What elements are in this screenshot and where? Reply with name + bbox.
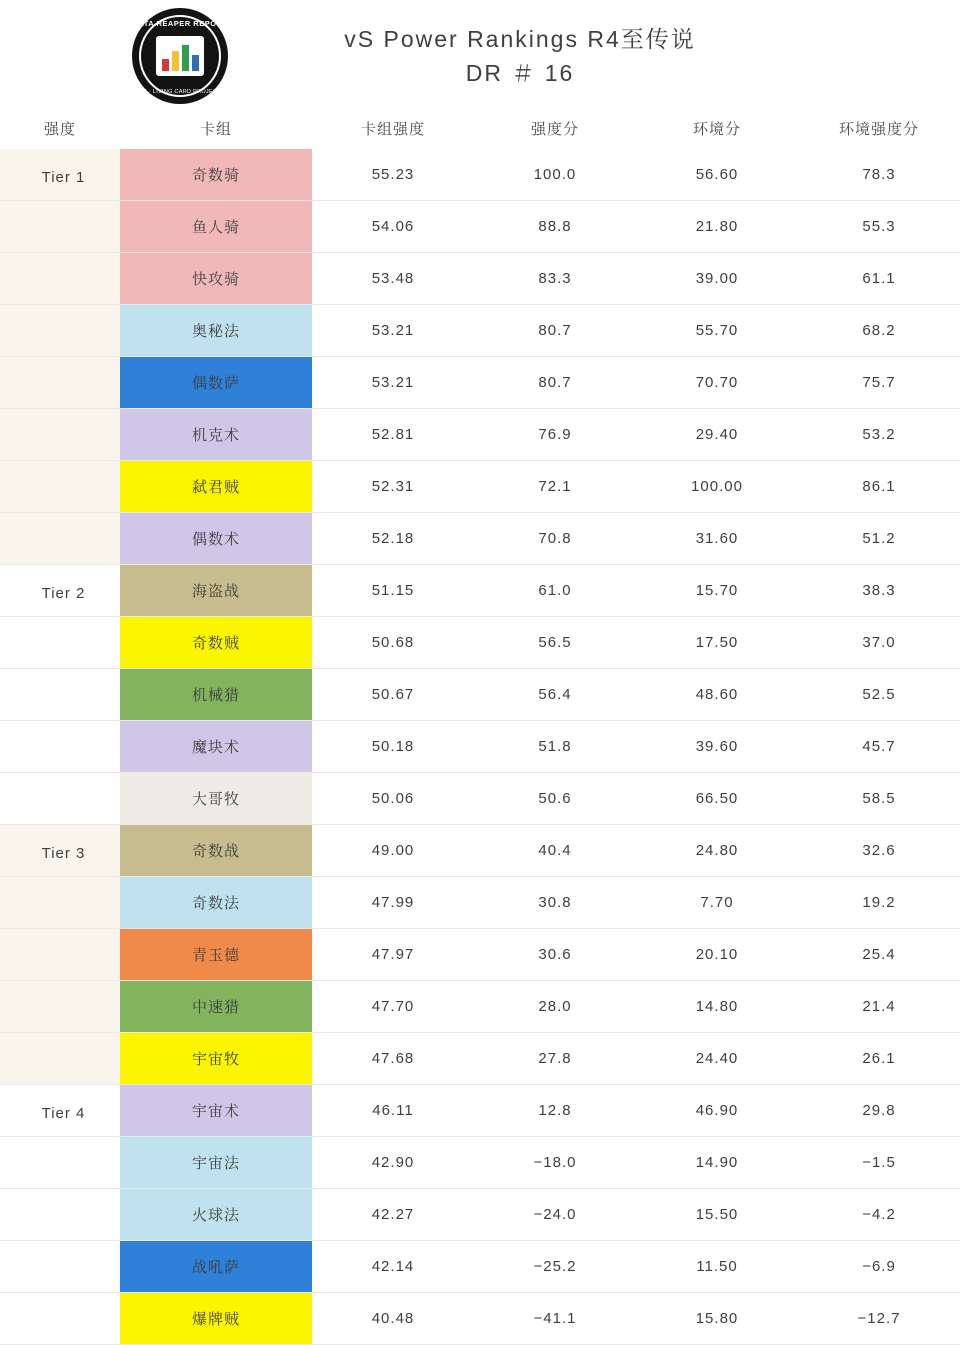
tier-spacer [0, 1293, 120, 1345]
table-row [0, 305, 960, 357]
column-header-deck-power: 卡组强度 [360, 121, 425, 138]
deck-name-cell: 战吼萨 [120, 1241, 312, 1293]
deck-power-cell: 42.27 [312, 1189, 474, 1241]
meta-power-score-cell: −1.5 [798, 1137, 960, 1189]
rankings-table [0, 112, 960, 1345]
deck-power-cell: 42.14 [312, 1241, 474, 1293]
table-row [0, 409, 960, 461]
tier-spacer [0, 305, 120, 357]
meta-score-cell: 21.80 [636, 201, 798, 253]
meta-power-score-cell: 21.4 [798, 981, 960, 1033]
meta-score-cell: 31.60 [636, 513, 798, 565]
deck-name-cell: 奇数骑 [120, 149, 312, 201]
title-line-1: vS Power Rankings R4至传说 [344, 26, 696, 52]
deck-name-cell: 奇数法 [120, 877, 312, 929]
deck-name-cell: 火球法 [120, 1189, 312, 1241]
table-row [0, 1293, 960, 1345]
deck-name-cell: 宇宙术 [120, 1085, 312, 1137]
meta-power-score-cell: 38.3 [798, 565, 960, 617]
deck-power-cell: 40.48 [312, 1293, 474, 1345]
tier-spacer [0, 929, 120, 981]
meta-power-score-cell: −4.2 [798, 1189, 960, 1241]
meta-score-cell: 24.80 [636, 825, 798, 877]
report-title [230, 22, 960, 90]
deck-name-cell: 机械猎 [120, 669, 312, 721]
tier-spacer [0, 981, 120, 1033]
deck-power-cell: 47.97 [312, 929, 474, 981]
table-row [0, 149, 960, 201]
deck-name-cell: 弑君贼 [120, 461, 312, 513]
power-score-cell: 61.0 [474, 565, 636, 617]
table-row [0, 565, 960, 617]
deck-name-cell: 快攻骑 [120, 253, 312, 305]
deck-power-cell: 53.48 [312, 253, 474, 305]
meta-power-score-cell: 61.1 [798, 253, 960, 305]
meta-score-cell: 15.80 [636, 1293, 798, 1345]
meta-score-cell: 29.40 [636, 409, 798, 461]
meta-score-cell: 7.70 [636, 877, 798, 929]
power-score-cell: −24.0 [474, 1189, 636, 1241]
deck-name-cell: 宇宙牧 [120, 1033, 312, 1085]
meta-power-score-cell: 53.2 [798, 409, 960, 461]
deck-power-cell: 52.81 [312, 409, 474, 461]
deck-name-cell: 魔块术 [120, 721, 312, 773]
meta-score-cell: 15.70 [636, 565, 798, 617]
tier-spacer [0, 721, 120, 773]
report-header [0, 0, 960, 112]
tier-spacer [0, 409, 120, 461]
meta-score-cell: 11.50 [636, 1241, 798, 1293]
tier-spacer [0, 1241, 120, 1293]
table-row [0, 825, 960, 877]
deck-power-cell: 42.90 [312, 1137, 474, 1189]
data-reaper-report-logo [130, 6, 230, 106]
power-score-cell: 76.9 [474, 409, 636, 461]
table-row [0, 1033, 960, 1085]
column-header-tier: 强度 [43, 121, 76, 138]
meta-score-cell: 55.70 [636, 305, 798, 357]
meta-score-cell: 14.90 [636, 1137, 798, 1189]
meta-score-cell: 15.50 [636, 1189, 798, 1241]
power-score-cell: 70.8 [474, 513, 636, 565]
meta-score-cell: 56.60 [636, 149, 798, 201]
meta-power-score-cell: 26.1 [798, 1033, 960, 1085]
tier-spacer [0, 1033, 120, 1085]
deck-name-cell: 鱼人骑 [120, 201, 312, 253]
power-score-cell: 80.7 [474, 357, 636, 409]
tier-spacer [0, 1189, 120, 1241]
table-row [0, 929, 960, 981]
meta-power-score-cell: 32.6 [798, 825, 960, 877]
power-score-cell: 56.5 [474, 617, 636, 669]
meta-score-cell: 70.70 [636, 357, 798, 409]
power-score-cell: 28.0 [474, 981, 636, 1033]
deck-name-cell: 爆牌贼 [120, 1293, 312, 1345]
meta-power-score-cell: 58.5 [798, 773, 960, 825]
meta-power-score-cell: 52.5 [798, 669, 960, 721]
power-score-cell: 50.6 [474, 773, 636, 825]
deck-power-cell: 52.31 [312, 461, 474, 513]
power-score-cell: 56.4 [474, 669, 636, 721]
tier-label: Tier 3 [0, 825, 120, 877]
power-score-cell: 88.8 [474, 201, 636, 253]
deck-power-cell: 47.68 [312, 1033, 474, 1085]
power-score-cell: 80.7 [474, 305, 636, 357]
tier-spacer [0, 773, 120, 825]
power-score-cell: 100.0 [474, 149, 636, 201]
column-header-power-score: 强度分 [530, 121, 579, 138]
table-row [0, 981, 960, 1033]
power-score-cell: 72.1 [474, 461, 636, 513]
power-score-cell: −25.2 [474, 1241, 636, 1293]
meta-score-cell: 39.60 [636, 721, 798, 773]
tier-label: Tier 4 [0, 1085, 120, 1137]
power-score-cell: 40.4 [474, 825, 636, 877]
deck-name-cell: 青玉德 [120, 929, 312, 981]
logo-top-text: DATA REAPER REPORT [132, 19, 228, 28]
meta-score-cell: 39.00 [636, 253, 798, 305]
deck-name-cell: 宇宙法 [120, 1137, 312, 1189]
table-row [0, 669, 960, 721]
deck-name-cell: 中速猎 [120, 981, 312, 1033]
meta-score-cell: 100.00 [636, 461, 798, 513]
deck-name-cell: 奇数贼 [120, 617, 312, 669]
table-row [0, 1241, 960, 1293]
deck-name-cell: 大哥牧 [120, 773, 312, 825]
deck-power-cell: 49.00 [312, 825, 474, 877]
meta-score-cell: 20.10 [636, 929, 798, 981]
meta-score-cell: 46.90 [636, 1085, 798, 1137]
table-row [0, 357, 960, 409]
meta-power-score-cell: 45.7 [798, 721, 960, 773]
tier-spacer [0, 461, 120, 513]
table-row [0, 461, 960, 513]
deck-power-cell: 50.18 [312, 721, 474, 773]
meta-score-cell: 14.80 [636, 981, 798, 1033]
deck-power-cell: 53.21 [312, 357, 474, 409]
deck-power-cell: 51.15 [312, 565, 474, 617]
table-row [0, 1085, 960, 1137]
meta-power-score-cell: 55.3 [798, 201, 960, 253]
meta-power-score-cell: −12.7 [798, 1293, 960, 1345]
meta-score-cell: 24.40 [636, 1033, 798, 1085]
table-row [0, 773, 960, 825]
deck-power-cell: 47.70 [312, 981, 474, 1033]
tier-spacer [0, 201, 120, 253]
deck-power-cell: 52.18 [312, 513, 474, 565]
meta-score-cell: 66.50 [636, 773, 798, 825]
column-header-meta-score: 环境分 [692, 121, 741, 138]
deck-power-cell: 54.06 [312, 201, 474, 253]
table-row [0, 513, 960, 565]
table-header-row [0, 112, 960, 149]
table-row [0, 253, 960, 305]
meta-power-score-cell: 19.2 [798, 877, 960, 929]
column-header-meta-power-score: 环境强度分 [838, 121, 919, 138]
meta-power-score-cell: 29.8 [798, 1085, 960, 1137]
tier-spacer [0, 1137, 120, 1189]
power-score-cell: 27.8 [474, 1033, 636, 1085]
table-row [0, 877, 960, 929]
logo-bottom-text: VS · LIVING CARD PROJECT [139, 89, 221, 95]
tier-label: Tier 2 [0, 565, 120, 617]
meta-power-score-cell: 25.4 [798, 929, 960, 981]
deck-power-cell: 46.11 [312, 1085, 474, 1137]
title-line-2: DR ＃ 16 [465, 60, 575, 86]
tier-spacer [0, 617, 120, 669]
deck-power-cell: 47.99 [312, 877, 474, 929]
meta-power-score-cell: 86.1 [798, 461, 960, 513]
deck-power-cell: 53.21 [312, 305, 474, 357]
deck-power-cell: 50.06 [312, 773, 474, 825]
power-score-cell: 30.6 [474, 929, 636, 981]
tier-spacer [0, 669, 120, 721]
meta-power-score-cell: 75.7 [798, 357, 960, 409]
meta-power-score-cell: 78.3 [798, 149, 960, 201]
deck-name-cell: 海盗战 [120, 565, 312, 617]
power-score-cell: −41.1 [474, 1293, 636, 1345]
deck-name-cell: 偶数萨 [120, 357, 312, 409]
deck-name-cell: 奇数战 [120, 825, 312, 877]
deck-power-cell: 55.23 [312, 149, 474, 201]
tier-spacer [0, 513, 120, 565]
table-row [0, 1137, 960, 1189]
meta-score-cell: 17.50 [636, 617, 798, 669]
meta-score-cell: 48.60 [636, 669, 798, 721]
table-row [0, 1189, 960, 1241]
tier-label: Tier 1 [0, 149, 120, 201]
power-score-cell: 30.8 [474, 877, 636, 929]
power-score-cell: 12.8 [474, 1085, 636, 1137]
table-row [0, 201, 960, 253]
power-score-cell: 83.3 [474, 253, 636, 305]
table-row [0, 721, 960, 773]
deck-power-cell: 50.68 [312, 617, 474, 669]
tier-spacer [0, 877, 120, 929]
meta-power-score-cell: 68.2 [798, 305, 960, 357]
deck-name-cell: 机克术 [120, 409, 312, 461]
meta-power-score-cell: 37.0 [798, 617, 960, 669]
power-score-cell: 51.8 [474, 721, 636, 773]
deck-name-cell: 奥秘法 [120, 305, 312, 357]
deck-name-cell: 偶数术 [120, 513, 312, 565]
tier-spacer [0, 357, 120, 409]
meta-power-score-cell: 51.2 [798, 513, 960, 565]
meta-power-score-cell: −6.9 [798, 1241, 960, 1293]
column-header-deck: 卡组 [199, 121, 232, 138]
deck-power-cell: 50.67 [312, 669, 474, 721]
table-row [0, 617, 960, 669]
tier-spacer [0, 253, 120, 305]
power-score-cell: −18.0 [474, 1137, 636, 1189]
